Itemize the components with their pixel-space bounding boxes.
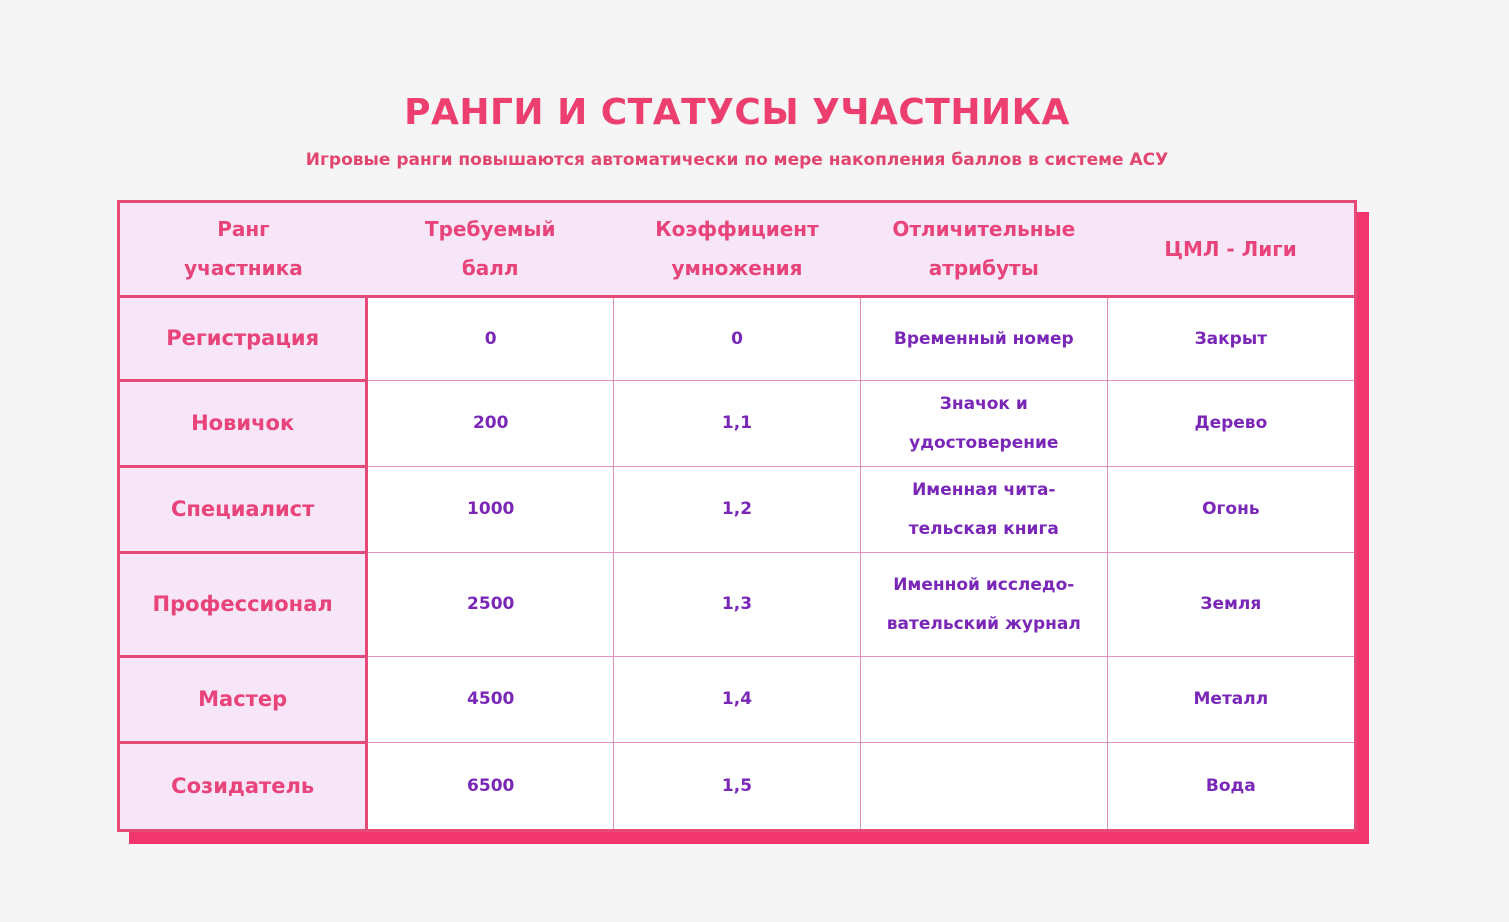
score-cell: 0 — [367, 297, 614, 381]
league-cell: Дерево — [1107, 381, 1354, 467]
rank-cell: Новичок — [120, 381, 367, 467]
attributes-cell — [860, 467, 1107, 553]
attributes-cell — [860, 657, 1107, 743]
attributes-cell — [860, 553, 1107, 657]
header-rank-line1: Ранг — [217, 217, 270, 241]
header-attributes — [860, 203, 1107, 297]
league-cell: Вода — [1107, 743, 1354, 829]
attr-line2: вательский журнал — [886, 613, 1081, 634]
header-coef-line2: умножения — [671, 256, 803, 280]
ranks-table-container — [117, 200, 1357, 832]
attributes-cell — [860, 381, 1107, 467]
rank-cell: Регистрация — [120, 297, 367, 381]
header-league: ЦМЛ - Лиги — [1107, 203, 1354, 297]
page-subtitle: Игровые ранги повышаются автоматически по мере накопления баллов в системе АСУ — [305, 150, 1169, 170]
league-cell: Закрыт — [1107, 297, 1354, 381]
rank-cell: Созидатель — [120, 743, 367, 829]
rank-cell: Профессионал — [120, 553, 367, 657]
header-coef-line1: Коэффициент — [655, 217, 819, 241]
league-cell: Земля — [1107, 553, 1354, 657]
coefficient-cell: 1,5 — [614, 743, 861, 829]
score-cell: 2500 — [367, 553, 614, 657]
header-coefficient — [614, 203, 861, 297]
attributes-cell — [860, 297, 1107, 381]
league-cell: Огонь — [1107, 467, 1354, 553]
league-cell: Металл — [1107, 657, 1354, 743]
header-attr-line2: атрибуты — [928, 256, 1039, 280]
score-cell: 1000 — [367, 467, 614, 553]
table-header-row — [120, 203, 1354, 297]
coefficient-cell: 1,1 — [614, 381, 861, 467]
table-row — [120, 297, 1354, 381]
header-rank — [120, 203, 367, 297]
coefficient-cell: 0 — [614, 297, 861, 381]
rank-cell: Специалист — [120, 467, 367, 553]
attr-line1: Именная чита- — [912, 479, 1056, 500]
score-cell: 6500 — [367, 743, 614, 829]
header-score-line1: Требуемый — [424, 217, 556, 241]
header-attr-line1: Отличительные — [892, 217, 1076, 241]
table-row — [120, 553, 1354, 657]
table-row — [120, 381, 1354, 467]
table-row — [120, 743, 1354, 829]
attr-line2: тельская книга — [908, 518, 1059, 539]
attr-line1: Значок и — [939, 393, 1028, 414]
attr-line1: Именной исследо- — [893, 574, 1075, 595]
score-cell: 200 — [367, 381, 614, 467]
table-row — [120, 467, 1354, 553]
attr-line2: удостоверение — [909, 432, 1059, 453]
coefficient-cell: 1,2 — [614, 467, 861, 553]
ranks-table — [120, 203, 1354, 829]
attr-line1: Временный номер — [893, 328, 1074, 349]
header-rank-line2: участника — [184, 256, 303, 280]
table-row — [120, 657, 1354, 743]
attributes-cell — [860, 743, 1107, 829]
score-cell: 4500 — [367, 657, 614, 743]
coefficient-cell: 1,4 — [614, 657, 861, 743]
header-score — [367, 203, 614, 297]
rank-cell: Мастер — [120, 657, 367, 743]
header-score-line2: балл — [461, 256, 519, 280]
page-title: РАНГИ И СТАТУСЫ УЧАСТНИКА — [404, 92, 1070, 133]
coefficient-cell: 1,3 — [614, 553, 861, 657]
